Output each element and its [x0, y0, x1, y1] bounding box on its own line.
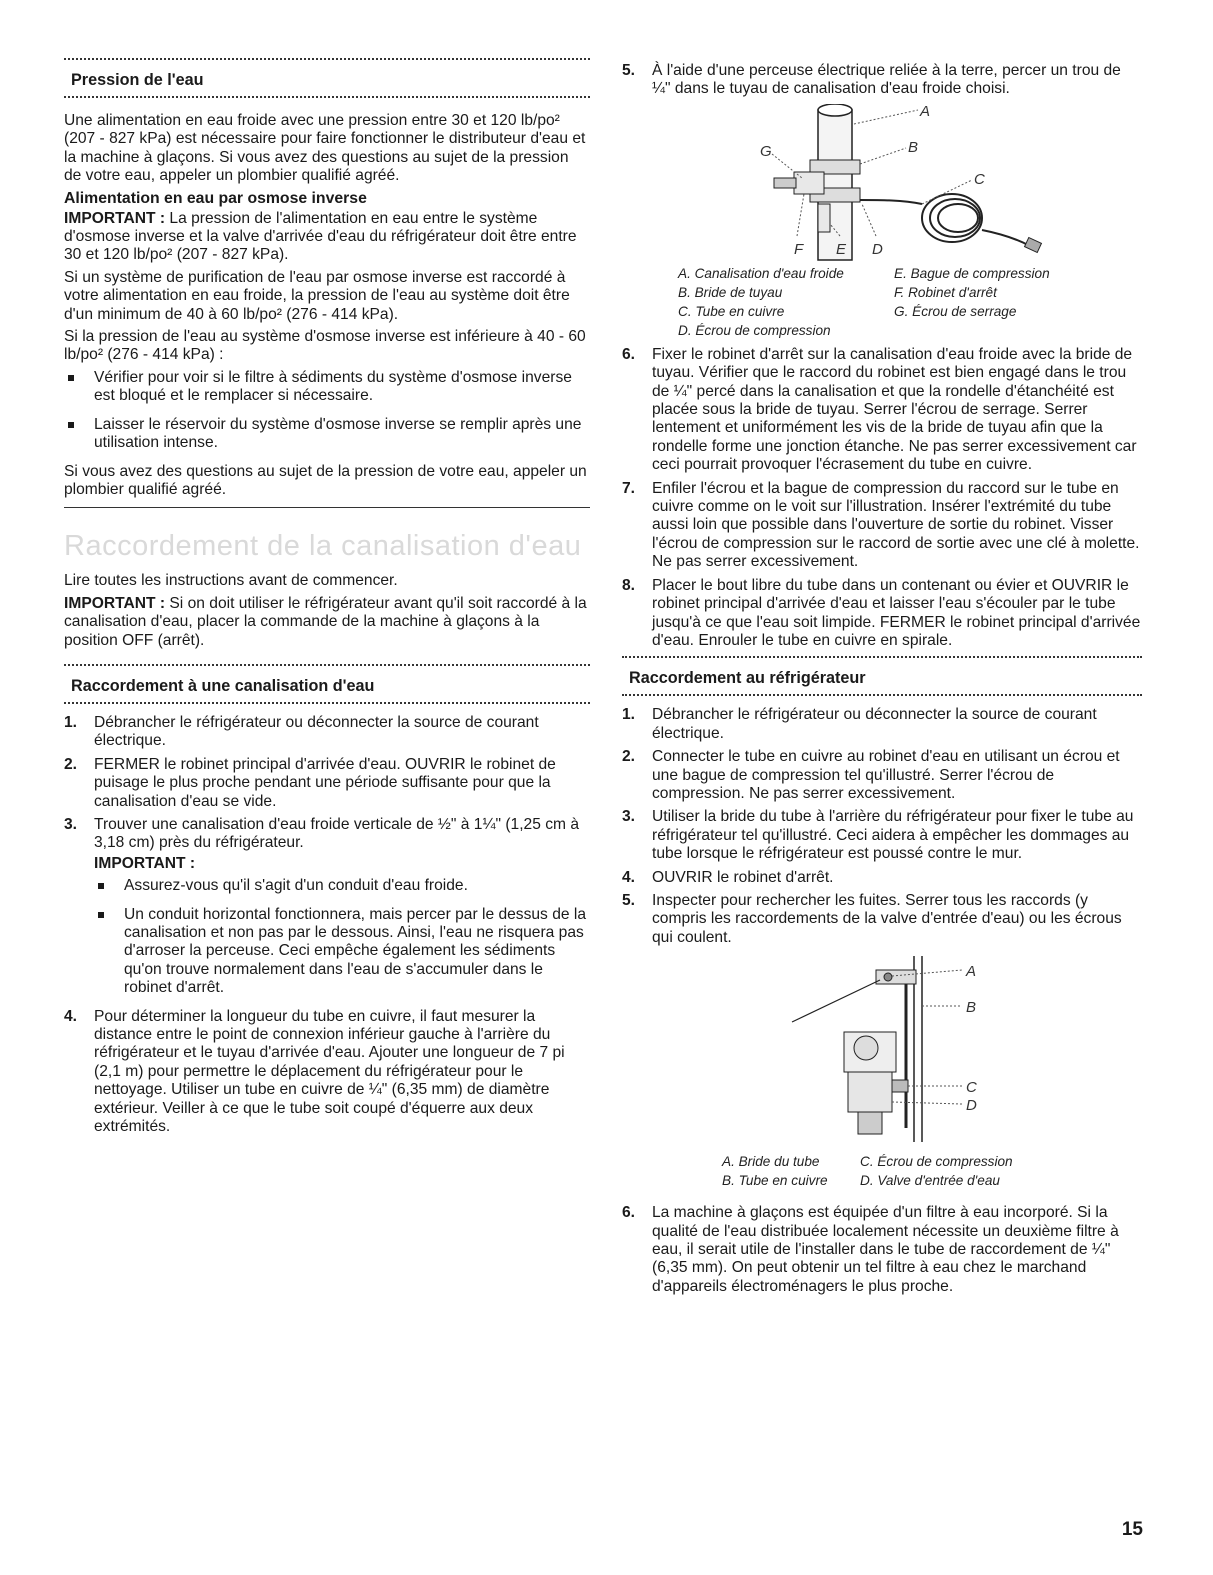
header-rule	[622, 656, 1142, 662]
fig1-label-b: B	[908, 138, 919, 156]
step-number: 2.	[64, 755, 78, 773]
legend-item: F. Robinet d'arrêt	[894, 284, 997, 300]
header-rule	[64, 702, 590, 708]
fig2-label-d: D	[966, 1097, 977, 1115]
step-number: 1.	[622, 706, 636, 724]
important-text: La pression de l'alimentation en eau entre le système d'osmose inverse et la valve d'arrivée d'eau du réfrigérateur doit être entre 30 et 120 lb/po² (207 - 827 kPa).	[64, 209, 577, 264]
legend-item: D. Valve d'entrée d'eau	[860, 1173, 1000, 1189]
legend-item: A. Bride du tube	[722, 1154, 820, 1170]
step3-important: IMPORTANT :	[94, 854, 196, 872]
legend-item: C. Écrou de compression	[860, 1154, 1013, 1170]
fig1-label-a: A	[920, 103, 931, 120]
shutoff-valve-illustration	[622, 104, 1142, 264]
fig2-legend	[722, 1152, 1142, 1190]
canalisation-steps	[64, 714, 590, 1137]
header-rule	[622, 694, 1142, 700]
step-number: 3.	[622, 808, 636, 826]
step-text: FERMER le robinet principal d'arrivée d'eau. OUVRIR le robinet de puisage le plus proche pendant une période suffisante pour que la canalisation d'eau se vide.	[94, 755, 556, 810]
step-item	[622, 808, 1142, 863]
step-item	[622, 346, 1142, 475]
step-text: Placer le bout libre du tube dans un contenant ou évier et OUVRIR le robinet principal d'arrivée d'eau et laisser l'eau s'écouler par le tube jusqu'à ce que l'eau soit limpide. FERMER le robinet principal d'arrivée d'eau. Enrouler le tube en cuivre en spirale.	[652, 576, 1141, 649]
fig2-label-c: C	[966, 1079, 977, 1097]
step-text: Débrancher le réfrigérateur ou déconnecter la source de courant électrique.	[652, 706, 1097, 742]
important-label: IMPORTANT :	[64, 594, 166, 612]
osmose-paragraph-2: Si un système de purification de l'eau par osmose inverse est raccordé à votre alimentation en eau froide, la pression de l'eau au système doit être d'un minimum de 40 à 60 lb/po² (276 - 414 kPa).	[64, 268, 570, 323]
step-text: OUVRIR le robinet d'arrêt.	[652, 868, 834, 886]
step-text: Utiliser la bride du tube à l'arrière du réfrigérateur pour fixer le tube au réfrigérateur tel qu'illustré. Ceci aidera à empêcher les dommages au tube lorsque le réfrigérateur est poussé contre le mur.	[652, 808, 1134, 863]
fig1-label-f: F	[794, 240, 804, 258]
fig1-label-g: G	[760, 142, 772, 160]
pression-heading: Pression de l'eau	[71, 71, 204, 89]
step-item	[64, 756, 590, 811]
osmose-paragraph-3: Si la pression de l'eau au système d'osmose inverse est inférieure à 40 - 60 lb/po² (276 - 414 kPa) :	[64, 328, 586, 364]
step-number: 6.	[622, 345, 636, 363]
step-item	[622, 706, 1142, 743]
step-text: Connecter le tube en cuivre au robinet d'eau en utilisant un écrou et une bague de compression tel qu'illustré. Serrer l'écrou de compression. Ne pas serrer excessivement.	[652, 748, 1120, 802]
step-text: Inspecter pour rechercher les fuites. Serrer tous les raccords (y compris les raccordements de la valve d'entrée d'eau) ou les écrous qui coulent.	[652, 891, 1122, 946]
list-item: Laisser le réservoir du système d'osmose inverse se remplir après une utilisation intense.	[64, 416, 590, 453]
filter-step	[622, 1204, 1142, 1296]
legend-item	[894, 321, 1142, 340]
list-item: Assurez-vous qu'il s'agit d'un conduit d'eau froide.	[94, 877, 590, 895]
water-valve-figure	[622, 952, 1142, 1152]
shutoff-valve-figure	[622, 104, 1142, 264]
step-item	[622, 748, 1142, 803]
page-number: 15	[1121, 1519, 1143, 1540]
legend-item: E. Bague de compression	[894, 265, 1050, 281]
pression-paragraph: Une alimentation en eau froide avec une pression entre 30 et 120 lb/po² (207 - 827 kPa) est nécessaire pour faire fonctionner le distributeur d'eau et la machine à glaçons. Si vous avez des questions au sujet de la pression de votre eau, appeler un plombier qualifié agréé.	[64, 112, 586, 185]
step-item	[622, 1204, 1142, 1296]
important-label: IMPORTANT :	[64, 209, 166, 227]
osmose-important	[64, 210, 590, 265]
fig1-legend	[678, 264, 1142, 340]
legend-item: B. Bride de tuyau	[678, 284, 783, 300]
osmose-bullet-list	[64, 369, 590, 453]
step-text: Débrancher le réfrigérateur ou déconnecter la source de courant électrique.	[94, 713, 539, 750]
left-column	[64, 58, 590, 1141]
osmose-heading: Alimentation en eau par osmose inverse	[64, 189, 367, 207]
step3-bullet-list	[94, 877, 590, 997]
fig1-label-e: E	[836, 240, 847, 258]
step-number: 5.	[622, 891, 636, 909]
list-item: Un conduit horizontal fonctionnera, mais percer par le dessus de la canalisation et non pas par le dessous. Ainsi, l'eau ne risquera pas d'arroser la perceuse. Ceci empêche également les sédiments qu'on trouve normalement dans l'eau de s'accumuler dans le robinet d'arrêt.	[94, 906, 590, 998]
step-item	[622, 62, 1142, 99]
legend-item: D. Écrou de compression	[678, 322, 831, 338]
step-number: 6.	[622, 1204, 636, 1222]
header-rule	[64, 58, 590, 64]
legend-item: G. Écrou de serrage	[894, 303, 1017, 319]
step-number: 2.	[622, 748, 636, 766]
step-text: Fixer le robinet d'arrêt sur la canalisation d'eau froide avec la bride de tuyau. Vérifier que le raccord du robinet est bien engagé dans le trou de ¼" percé dans la canalisation et que la rondelle d'étanchéité est placée sous la bride de tuyau. Serrer l'écrou de serrage. Serrer lentement et uniformément les vis de la bride de tuyau afin que la rondelle forme une jonction étanche. Ne pas serrer excessivement car ceci pourrait provoquer l'écrasement du tube en cuivre.	[652, 345, 1137, 474]
step-item	[622, 892, 1142, 947]
step-text: Trouver une canalisation d'eau froide verticale de ½" à 1¼" (1,25 cm à 3,18 cm) près du réfrigérateur.	[94, 815, 580, 852]
read-important	[64, 595, 590, 650]
valve-steps	[622, 346, 1142, 651]
step-text: La machine à glaçons est équipée d'un filtre à eau incorporé. Si la qualité de l'eau distribuée localement nécessite un deuxième filtre à eau, il serait utile de l'installer dans le tube de raccordement de ¼" (6,35 mm). On peut obtenir un tel filtre à eau chez le marchand d'appareils électroménagers le plus proche.	[652, 1204, 1119, 1295]
fig2-label-b: B	[966, 999, 977, 1017]
list-item: Vérifier pour voir si le filtre à sédiments du système d'osmose inverse est bloqué et le remplacer si nécessaire.	[64, 369, 590, 406]
step-item	[64, 816, 590, 998]
refrigerator-heading: Raccordement au réfrigérateur	[629, 669, 866, 688]
step-item	[64, 1008, 590, 1137]
legend-item: A. Canalisation d'eau froide	[678, 265, 844, 281]
water-valve-illustration	[622, 952, 1142, 1152]
legend-item: C. Tube en cuivre	[678, 303, 785, 319]
step-text: Pour déterminer la longueur du tube en cuivre, il faut mesurer la distance entre le point de connexion inférieur gauche à l'arrière du réfrigérateur et le tuyau d'arrivée d'eau. Ajouter une longueur de 7 pi (2,1 m) pour permettre le déplacement du réfrigérateur pour le nettoyage. Utiliser un tube en cuivre de ¼" (6,35 mm) de diamètre extérieur. Veiller à ce que le tube soit coupé d'équerre aux deux extrémités.	[94, 1007, 565, 1136]
fig2-label-a: A	[966, 963, 977, 981]
step-number: 7.	[622, 479, 636, 497]
section-title: Raccordement de la canalisation d'eau	[64, 530, 582, 563]
section-rule	[64, 507, 590, 508]
step-number: 5.	[622, 62, 636, 79]
legend-item: B. Tube en cuivre	[722, 1173, 828, 1189]
step-number: 3.	[64, 815, 78, 833]
step-item	[622, 577, 1142, 651]
header-rule	[64, 96, 590, 102]
fig1-label-d: D	[872, 240, 883, 258]
fig1-label-c: C	[974, 170, 985, 188]
drill-step	[622, 62, 1142, 99]
step-number: 1.	[64, 713, 78, 731]
refrigerator-steps	[622, 706, 1142, 947]
read-instructions: Lire toutes les instructions avant de commencer.	[64, 572, 398, 590]
step-item	[622, 869, 1142, 887]
step-item	[622, 480, 1142, 572]
header-rule	[64, 664, 590, 670]
step-number: 8.	[622, 576, 636, 594]
step-number: 4.	[622, 868, 636, 886]
right-column	[622, 62, 1142, 1301]
important-text: Si on doit utiliser le réfrigérateur avant qu'il soit raccordé à la canalisation d'eau, placer la commande de la machine à glaçons à la position OFF (arrêt).	[64, 594, 587, 649]
step-item	[64, 714, 590, 751]
osmose-paragraph-4: Si vous avez des questions au sujet de la pression de votre eau, appeler un plombier qualifié agréé.	[64, 462, 587, 498]
step-text: Enfiler l'écrou et la bague de compression du raccord sur le tube en cuivre comme on le voit sur l'illustration. Insérer l'extrémité du tube aussi loin que possible dans l'ouverture de sortie du robinet. Visser l'écrou de compression sur le raccord de sortie avec une clé à molette. Ne pas serrer excessivement.	[652, 479, 1140, 571]
step-number: 4.	[64, 1007, 78, 1025]
canalisation-heading: Raccordement à une canalisation d'eau	[71, 676, 375, 695]
step-text: À l'aide d'une perceuse électrique reliée à la terre, percer un trou de ¼" dans le tuyau de canalisation d'eau froide choisi.	[652, 62, 1121, 98]
